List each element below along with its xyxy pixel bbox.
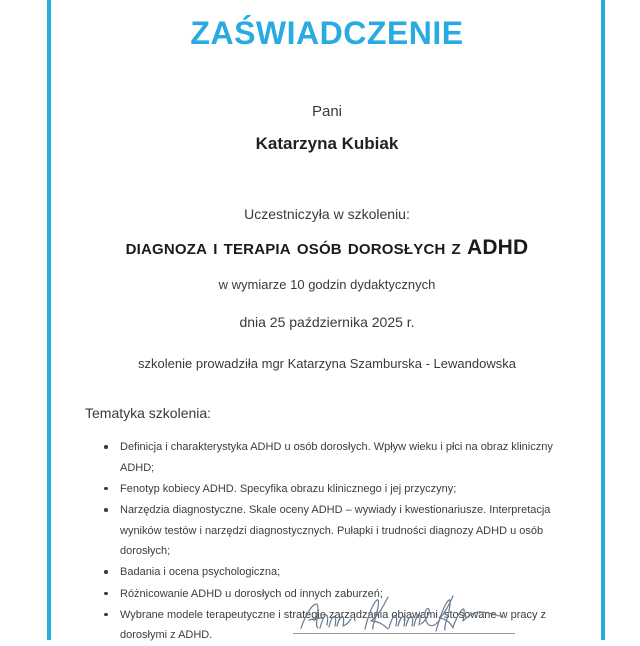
signature-block — [293, 591, 515, 634]
course-title-text: diagnoza i terapia osób dorosłych z — [125, 236, 467, 260]
course-title — [52, 236, 602, 260]
list-item: Różnicowanie ADHD u dorosłych od innych zaburzeń; — [120, 584, 602, 604]
training-hours-line: w wymiarze 10 godzin dydaktycznych — [218, 277, 436, 293]
list-item: Fenotyp kobiecy ADHD. Specyfika obrazu klinicznego i jej przyczyny; — [120, 479, 602, 499]
salutation: Pani — [311, 103, 343, 121]
topics-heading: Tematyka szkolenia: — [85, 405, 212, 422]
participation-label: Uczestniczyła w szkoleniu: — [244, 206, 410, 223]
certificate-content — [52, 0, 602, 640]
signature-line — [293, 633, 515, 634]
trainer-line: szkolenie prowadziła mgr Katarzyna Szamburska - Lewandowska — [138, 356, 516, 372]
list-item: Narzędzia diagnostyczne. Skale oceny ADHD – wywiady i kwestionariusze. Interpretacja wyników testów i narzędzi diagnostycznych. Pułapki i trudności diagnozy ADHD u osób dorosłych; — [120, 500, 602, 561]
recipient-name: Katarzyna Kubiak — [255, 134, 399, 154]
handwritten-signature-icon — [293, 591, 515, 633]
list-item: Definicja i charakterystyka ADHD u osób dorosłych. Wpływ wieku i płci na obraz kliniczny ADHD; — [120, 437, 602, 478]
list-item: Badania i ocena psychologiczna; — [120, 562, 602, 582]
list-item: Wybrane modele terapeutyczne i strategie zarządzania objawami, stosowane w pracy z dorosłymi z ADHD. — [120, 605, 602, 646]
course-title-acronym: ADHD — [466, 236, 529, 260]
training-date-line: dnia 25 października 2025 r. — [239, 314, 415, 331]
left-border-rule — [47, 0, 51, 640]
certificate-title: ZAŚWIADCZENIE — [190, 15, 464, 51]
